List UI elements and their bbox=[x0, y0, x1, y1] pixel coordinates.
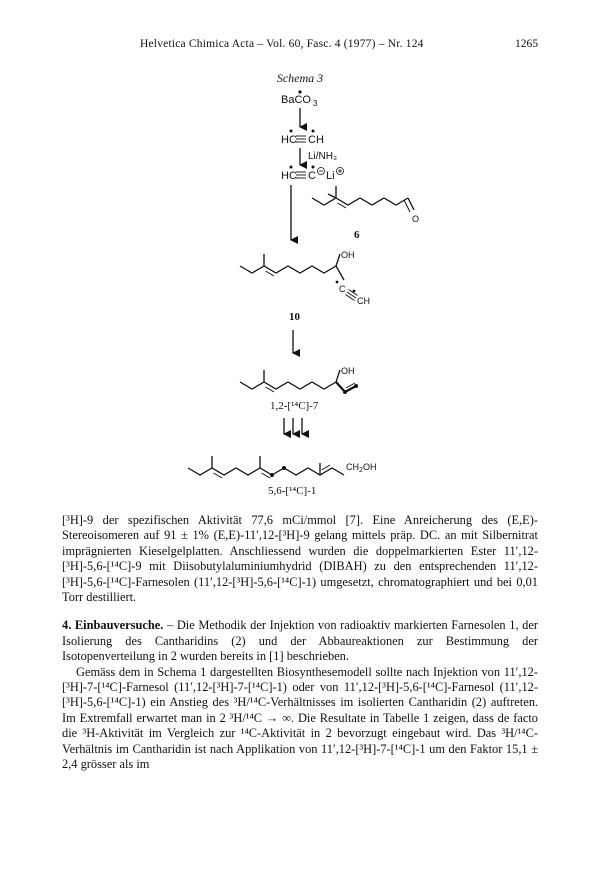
svg-text:OH: OH bbox=[341, 366, 355, 376]
svg-text:HC: HC bbox=[281, 134, 297, 146]
svg-text:OH: OH bbox=[363, 462, 377, 472]
farnesol-1 bbox=[188, 456, 377, 478]
svg-text:C: C bbox=[339, 284, 346, 294]
acetylene bbox=[281, 130, 324, 147]
svg-text:O: O bbox=[412, 214, 420, 224]
paragraph-3: Gemäss dem in Schema 1 dargestellten Biosynthesemodell sollte nach Injektion von 11′,12-[³H]-7-[¹⁴C]-Farnesol (11′,12-[³H]-7-[¹⁴C]-1) oder von 11′,12-[³H]-5,6-[¹⁴C]-Farnesol (11′,12-[³H]-5,6-[¹⁴C]-1) ein Anstieg des ³H/¹⁴C-Verhältnisses im isolierten Cantharidin (2) auftreten. Im Extremfall erwartet man in 2 ³H/¹⁴C → ∞. Die Resultate in Tabelle 1 zeigen, dass de facto die ³H-Aktivität im Vergleich zur ¹⁴C-Aktivität in 2 bevorzugt eingebaut wird. Das ³H/¹⁴C-Verhältnis im Cantharidin ist nach Applikation von 11′,12-[³H]-7-[¹⁴C]-1 um den Faktor 15,1 ± 2,4 grösser als im bbox=[62, 664, 538, 772]
svg-text:3: 3 bbox=[313, 99, 318, 108]
paragraph-2-text: – Die Methodik der Injektion von radioaktiv markierten Farnesolen 1, der Isolierung des Cantharidins (2) und der Abbaureaktionen zur Bestimmung der Isotopenverteilung in 2 wurden bereits in [1] beschrieben. bbox=[62, 618, 538, 664]
compound-10-label: 10 bbox=[289, 311, 300, 323]
reaction-scheme bbox=[0, 80, 600, 500]
svg-text:HC: HC bbox=[281, 170, 297, 182]
scheme-title: Schema 3 bbox=[276, 71, 324, 85]
svg-text:OH: OH bbox=[341, 250, 355, 260]
svg-text:CH: CH bbox=[346, 462, 359, 472]
ketone-6 bbox=[312, 186, 419, 224]
svg-text:CH: CH bbox=[308, 134, 324, 146]
body-text bbox=[62, 513, 538, 773]
linalool-7 bbox=[240, 366, 358, 394]
section-heading: 4. Einbauversuche. bbox=[62, 618, 164, 633]
reagent-label: Li/NH₃ bbox=[308, 151, 338, 162]
svg-text:C: C bbox=[308, 170, 316, 182]
paragraph-1: [³H]-9 der spezifischen Aktivität 77,6 mCi/mmol [7]. Eine Anreicherung des (E,E)-Stereoisomeren auf 91 ± 1% (E,E)-11′,12-[³H]-9 gelang mittels präp. DC. an mit Silbernitrat imprägnierten Kieselgelplatten. Anschliessend wurden die doppelmarkierten Ester 11′,12-[³H]-5,6-[¹⁴C]-9 mit Diisobutylaluminiumhydrid (DIBAH) zu den entsprechenden 11′,12-[³H]-5,6-[¹⁴C]-Farnesolen (11′,12-[³H]-5,6-[¹⁴C]-1) umgesetzt, chromatographiert und bei 0,01 Torr destilliert. bbox=[62, 513, 538, 605]
lithium-acetylide bbox=[281, 166, 344, 183]
barium-carbonate bbox=[281, 90, 318, 108]
compound-6-label: 6 bbox=[354, 229, 360, 241]
running-header bbox=[62, 38, 538, 54]
page-number: 1265 bbox=[515, 38, 538, 50]
svg-text:BaCO: BaCO bbox=[281, 94, 311, 106]
compound-1-label: 5,6-[¹⁴C]-1 bbox=[268, 485, 317, 497]
svg-text:2: 2 bbox=[359, 467, 363, 474]
svg-text:CH: CH bbox=[357, 296, 370, 306]
paragraph-2 bbox=[62, 618, 538, 664]
compound-7-label: 1,2-[¹⁴C]-7 bbox=[270, 400, 319, 412]
journal-citation: Helvetica Chimica Acta – Vol. 60, Fasc. 4 (1977) – Nr. 124 bbox=[140, 38, 424, 50]
svg-text:Li: Li bbox=[326, 170, 335, 182]
propargyl-alcohol-10 bbox=[240, 250, 370, 306]
